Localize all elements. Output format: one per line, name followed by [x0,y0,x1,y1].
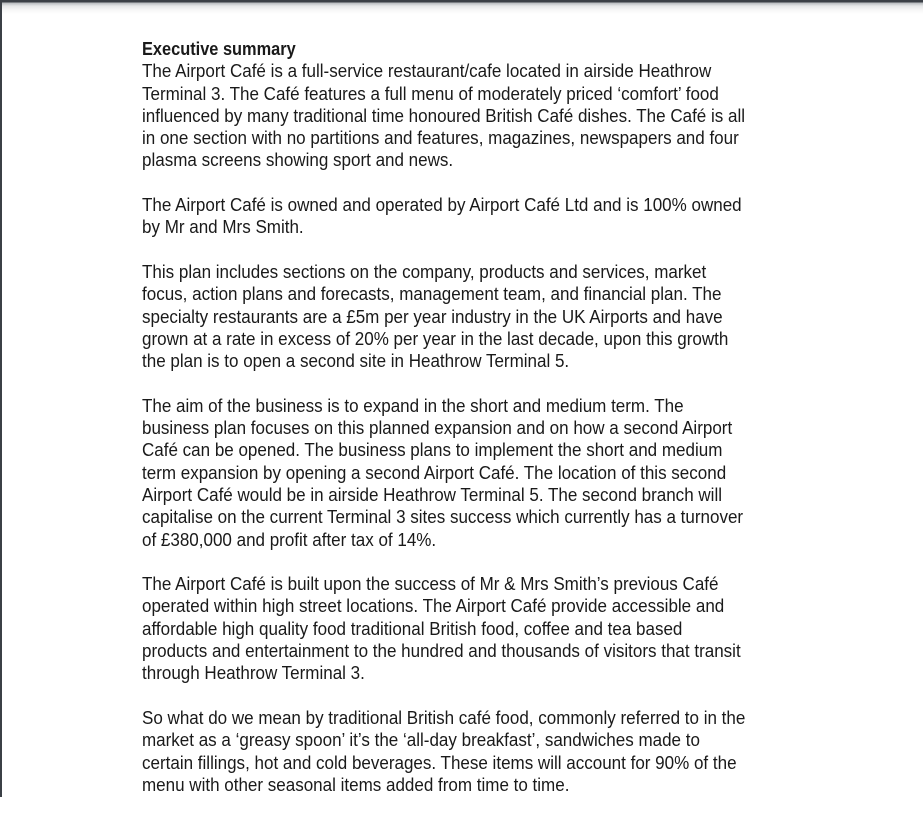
text-line: products and entertainment to the hundred and thousands of visitors that transit [142,640,741,662]
document-page [2,2,923,797]
paragraph-background [142,573,842,684]
section-heading: Executive summary [142,38,296,59]
text-line: grown at a rate in excess of 20% per year in the last decade, upon this growth [142,327,729,349]
text-line: operated within high street locations. The Airport Café provide accessible and [142,595,725,617]
paragraph-ownership [142,194,842,239]
text-line: So what do we mean by traditional British café food, commonly referred to in the [142,706,746,728]
text-line: The Airport Café is built upon the success of Mr & Mrs Smith’s previous Café [142,573,719,595]
text-line: Terminal 3. The Café features a full menu of moderately priced ‘comfort’ food [142,82,719,104]
paragraph-plan-scope [142,261,842,372]
text-line: This plan includes sections on the company, products and services, market [142,260,707,282]
text-line: The Airport Café is a full-service restaurant/cafe located in airside Heathrow [142,60,712,82]
text-line: The Airport Café is owned and operated by Airport Café Ltd and is 100% owned [142,194,742,216]
text-line: in one section with no partitions and features, magazines, newspapers and four [142,127,739,149]
text-line: of £380,000 and profit after tax of 14%. [142,528,437,550]
text-line: through Heathrow Terminal 3. [142,662,365,684]
text-line: business plan focuses on this planned expansion and on how a second Airport [142,417,733,439]
text-line: Airport Café would be in airside Heathrow Terminal 5. The second branch will [142,483,723,505]
paragraph-overview [142,60,842,171]
text-line: affordable high quality food traditional British food, coffee and tea based [142,617,683,639]
text-line: market as a ‘greasy spoon’ it’s the ‘all-day breakfast’, sandwiches made to [142,729,700,751]
text-line: menu with other seasonal items added from time to time. [142,773,570,795]
text-line: capitalise on the current Terminal 3 sites success which currently has a turnover [142,506,744,528]
text-line: certain fillings, hot and cold beverages. These items will account for 90% of the [142,751,737,773]
text-line: term expansion by opening a second Airport Café. The location of this second [142,461,727,483]
text-line: The aim of the business is to expand in the short and medium term. The [142,394,684,416]
text-line: influenced by many traditional time honoured British Café dishes. The Café is all [142,104,746,126]
text-line: focus, action plans and forecasts, management team, and financial plan. The [142,283,722,305]
text-line: Café can be opened. The business plans to implement the short and medium [142,439,723,461]
document-body [142,38,842,818]
text-line: specialty restaurants are a £5m per year industry in the UK Airports and have [142,305,723,327]
paragraph-business-aim [142,395,842,551]
paragraph-menu [142,707,842,796]
text-line: the plan is to open a second site in Heathrow Terminal 5. [142,350,570,372]
text-line: plasma screens showing sport and news. [142,149,454,171]
text-line: by Mr and Mrs Smith. [142,216,304,238]
